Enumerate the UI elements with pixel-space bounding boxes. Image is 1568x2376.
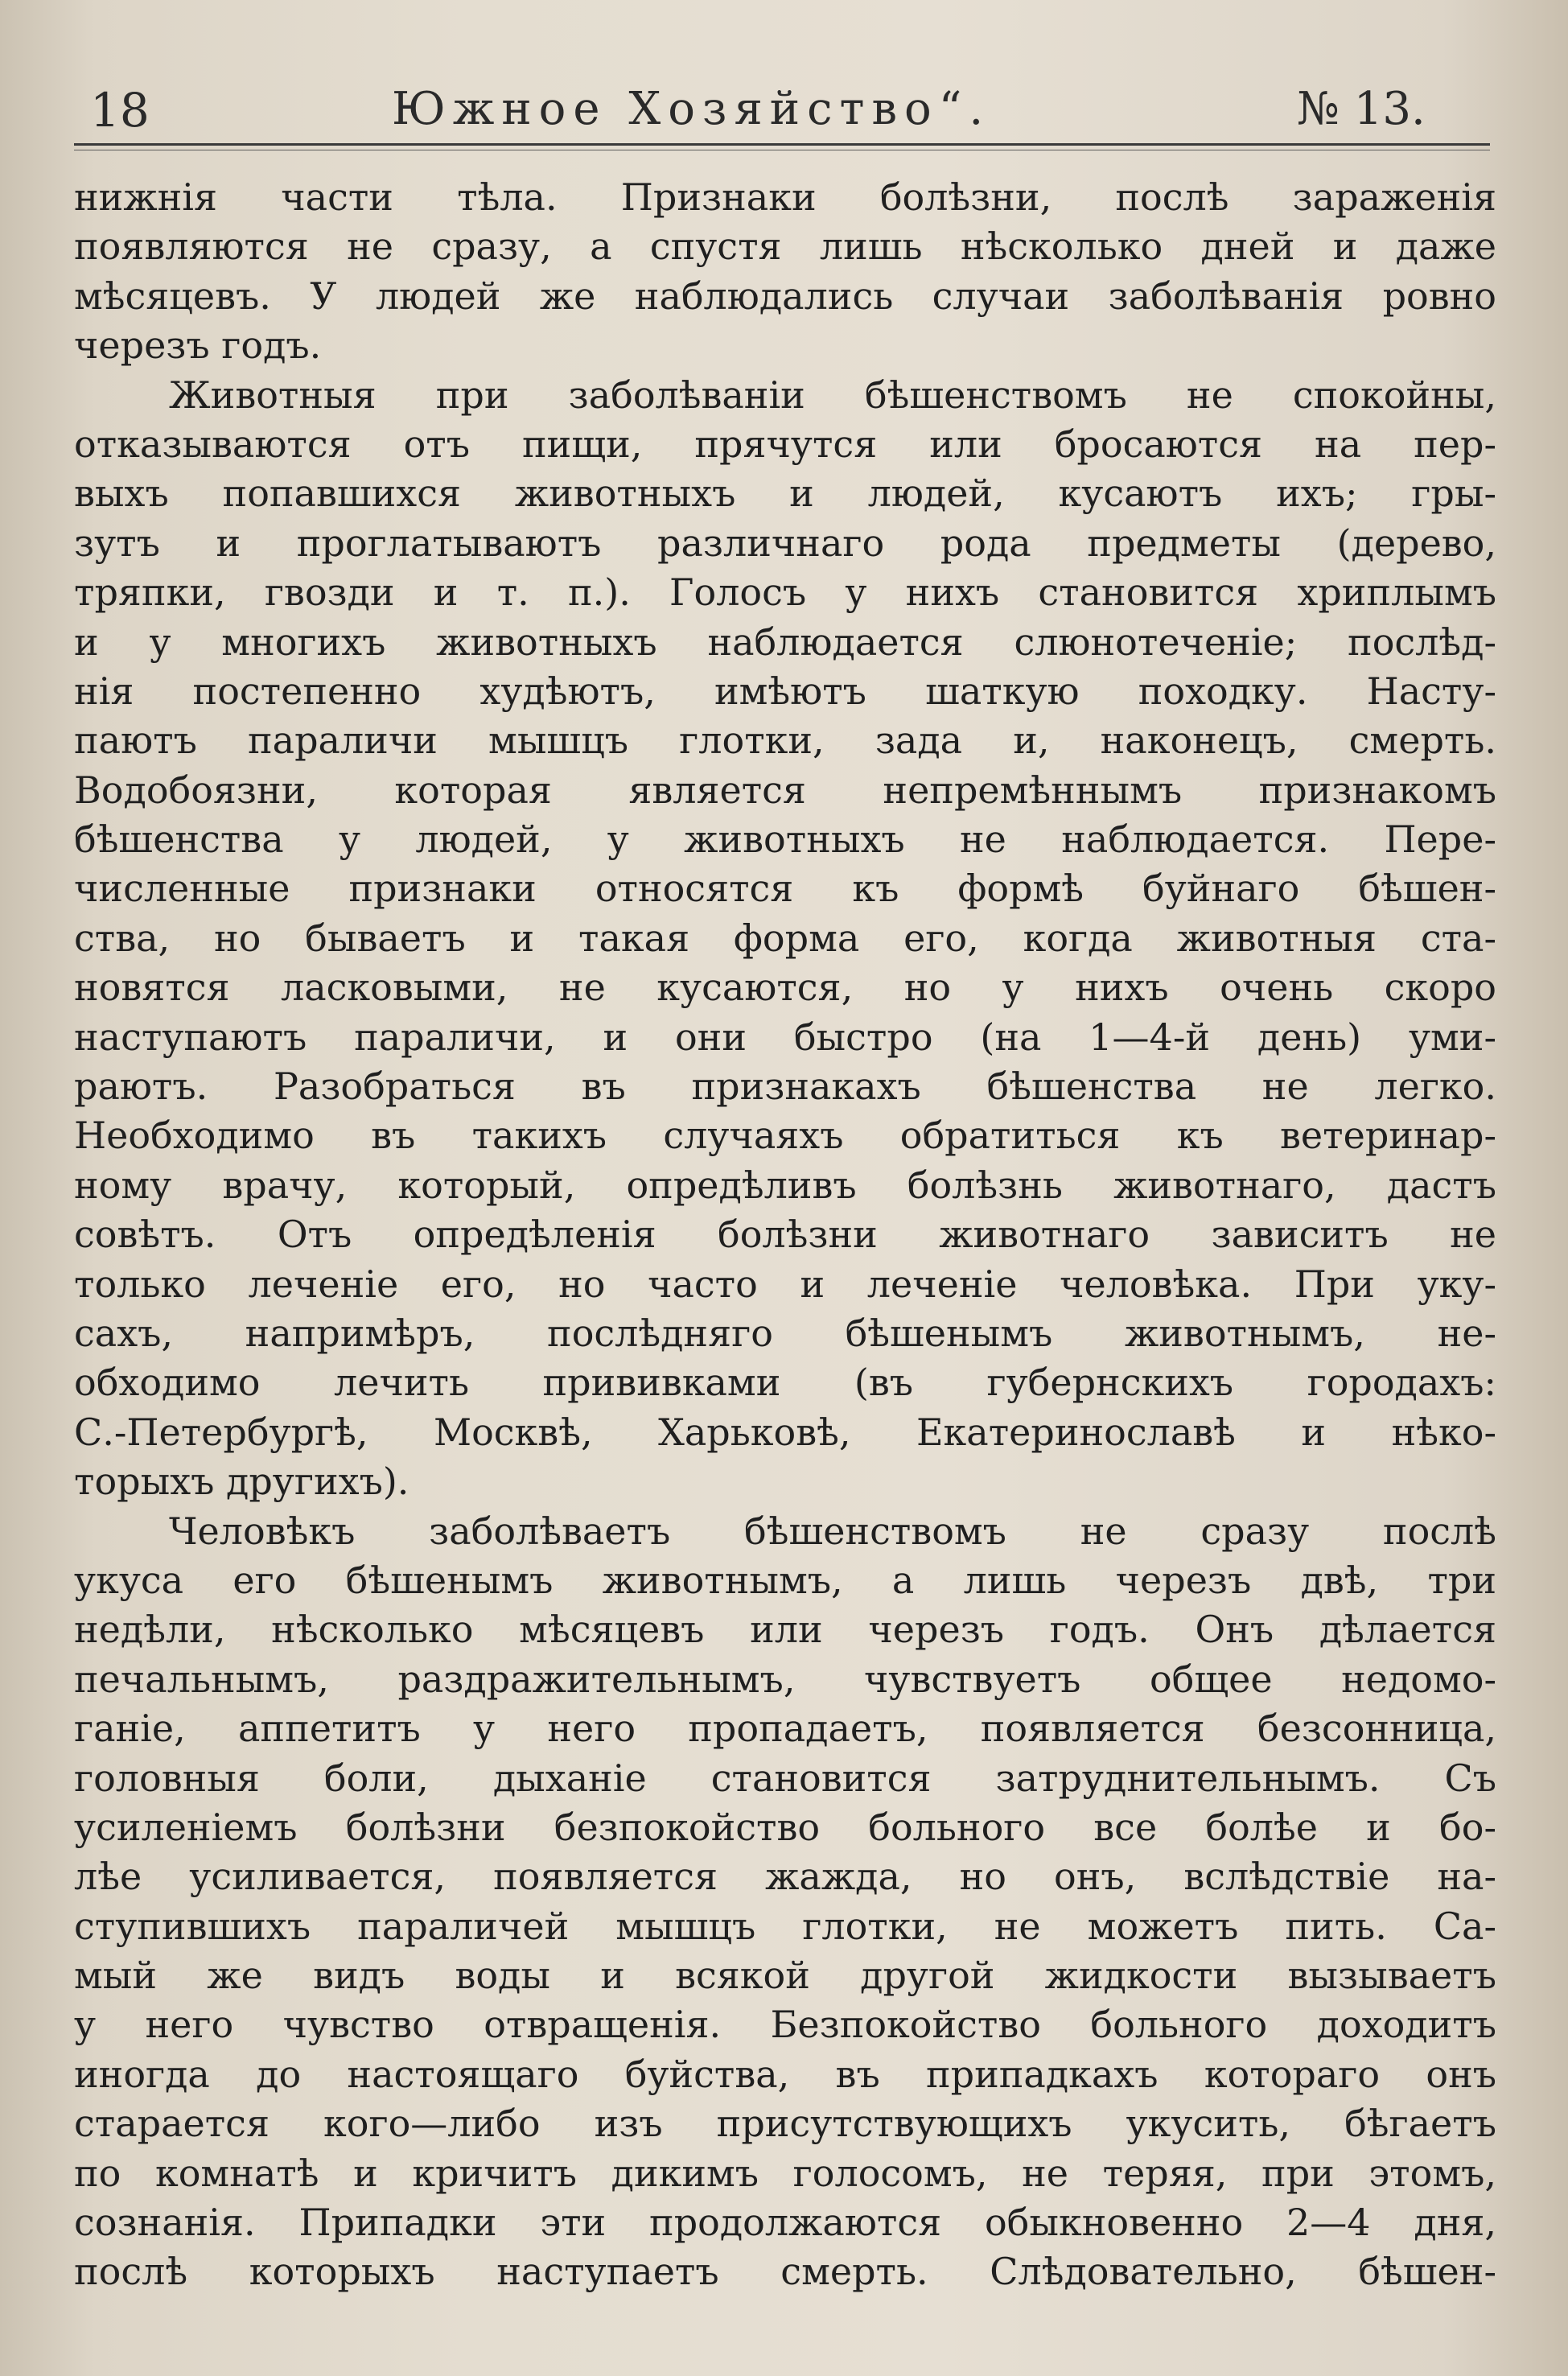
text-line: Водобоязни, которая является непремѣннымъ признакомъ xyxy=(74,768,1496,812)
paragraph xyxy=(74,173,1496,371)
text-line: послѣ которыхъ наступаетъ смерть. Слѣдовательно, бѣшен- xyxy=(74,2250,1496,2294)
paragraph xyxy=(74,1507,1496,2297)
text-line: у него чувство отвращенія. Безпокойство больного доходитъ xyxy=(74,2003,1496,2047)
text-line: Человѣкъ заболѣваетъ бѣшенствомъ не сразу послѣ xyxy=(169,1509,1496,1553)
text-line: и у многихъ животныхъ наблюдается слюнотеченіе; послѣд- xyxy=(74,620,1496,664)
text-line: раютъ. Разобраться въ признакахъ бѣшенства не легко. xyxy=(74,1064,1496,1109)
text-line: паютъ параличи мышцъ глотки, зада и, наконецъ, смерть. xyxy=(74,719,1496,763)
text-line: сознанія. Припадки эти продолжаются обыкновенно 2—4 дня, xyxy=(74,2201,1496,2245)
issue-number: № 13. xyxy=(1297,83,1426,135)
paragraph xyxy=(74,371,1496,1507)
page-header xyxy=(74,76,1488,141)
text-line: выхъ попавшихся животныхъ и людей, кусаютъ ихъ; гры- xyxy=(74,471,1496,516)
text-line: печальнымъ, раздражительнымъ, чувствуетъ общее недомо- xyxy=(74,1657,1496,1701)
page-number: 18 xyxy=(90,83,150,138)
article-body xyxy=(74,173,1496,2297)
text-line: усиленіемъ болѣзни безпокойство больного все болѣе и бо- xyxy=(74,1805,1496,1849)
text-line: Животныя при заболѣваніи бѣшенствомъ не спокойны, xyxy=(169,373,1496,417)
text-line: иногда до настоящаго буйства, въ припадкахъ котораго онъ xyxy=(74,2052,1496,2096)
text-line: только леченіе его, но часто и леченіе человѣка. При уку- xyxy=(74,1262,1496,1306)
text-line: ства, но бываетъ и такая форма его, когда животныя ста- xyxy=(74,916,1496,960)
text-line: мый же видъ воды и всякой другой жидкости вызываетъ xyxy=(74,1954,1496,1998)
text-line: нижнія части тѣла. Признаки болѣзни, послѣ зараженія xyxy=(74,175,1496,219)
text-line: численные признаки относятся къ формѣ буйнаго бѣшен- xyxy=(74,867,1496,911)
text-line: зутъ и проглатываютъ различнаго рода предметы (дерево, xyxy=(74,521,1496,565)
text-line: торыхъ другихъ). xyxy=(74,1460,409,1504)
text-line: старается кого—либо изъ присутствующихъ укусить, бѣгаетъ xyxy=(74,2102,1496,2146)
text-line: бѣшенства у людей, у животныхъ не наблюдается. Пере- xyxy=(74,817,1496,862)
header-rule xyxy=(74,143,1490,146)
text-line: С.-Петербургѣ, Москвѣ, Харьковѣ, Екатеринославѣ и нѣко- xyxy=(74,1410,1496,1454)
journal-title: Южное Хозяйство“. xyxy=(392,83,991,135)
text-line: ступившихъ параличей мышцъ глотки, не можетъ пить. Са- xyxy=(74,1904,1496,1948)
text-line: появляются не сразу, а спустя лишь нѣсколько дней и даже xyxy=(74,224,1496,269)
text-line: ганіе, аппетитъ у него пропадаетъ, появляется безсонница, xyxy=(74,1707,1496,1751)
text-line: лѣе усиливается, появляется жажда, но онъ, вслѣдствіе на- xyxy=(74,1855,1496,1899)
text-line: наступаютъ параличи, и они быстро (на 1—4-й день) уми- xyxy=(74,1015,1496,1059)
text-line: Необходимо въ такихъ случаяхъ обратиться къ ветеринар- xyxy=(74,1114,1496,1158)
text-line: головныя боли, дыханіе становится затруднительнымъ. Съ xyxy=(74,1756,1496,1800)
text-line: сахъ, напримѣръ, послѣдняго бѣшенымъ животнымъ, не- xyxy=(74,1311,1496,1355)
text-line: ному врачу, который, опредѣливъ болѣзнь животнаго, дастъ xyxy=(74,1163,1496,1207)
text-line: по комнатѣ и кричитъ дикимъ голосомъ, не теряя, при этомъ, xyxy=(74,2151,1496,2195)
text-line: мѣсяцевъ. У людей же наблюдались случаи заболѣванія ровно xyxy=(74,274,1496,318)
text-line: тряпки, гвозди и т. п.). Голосъ у нихъ становится хриплымъ xyxy=(74,570,1496,615)
text-line: отказываются отъ пищи, прячутся или бросаются на пер- xyxy=(74,422,1496,466)
text-line: новятся ласковыми, не кусаются, но у нихъ очень скоро xyxy=(74,966,1496,1010)
text-line: укуса его бѣшенымъ животнымъ, а лишь черезъ двѣ, три xyxy=(74,1558,1496,1602)
text-line: недѣли, нѣсколько мѣсяцевъ или черезъ годъ. Онъ дѣлается xyxy=(74,1608,1496,1652)
text-line: нія постепенно худѣютъ, имѣютъ шаткую походку. Насту- xyxy=(74,669,1496,713)
text-line: совѣтъ. Отъ опредѣленія болѣзни животнаго зависитъ не xyxy=(74,1213,1496,1257)
text-line: черезъ годъ. xyxy=(74,323,322,368)
text-line: обходимо лечить прививками (въ губернскихъ городахъ: xyxy=(74,1361,1496,1405)
